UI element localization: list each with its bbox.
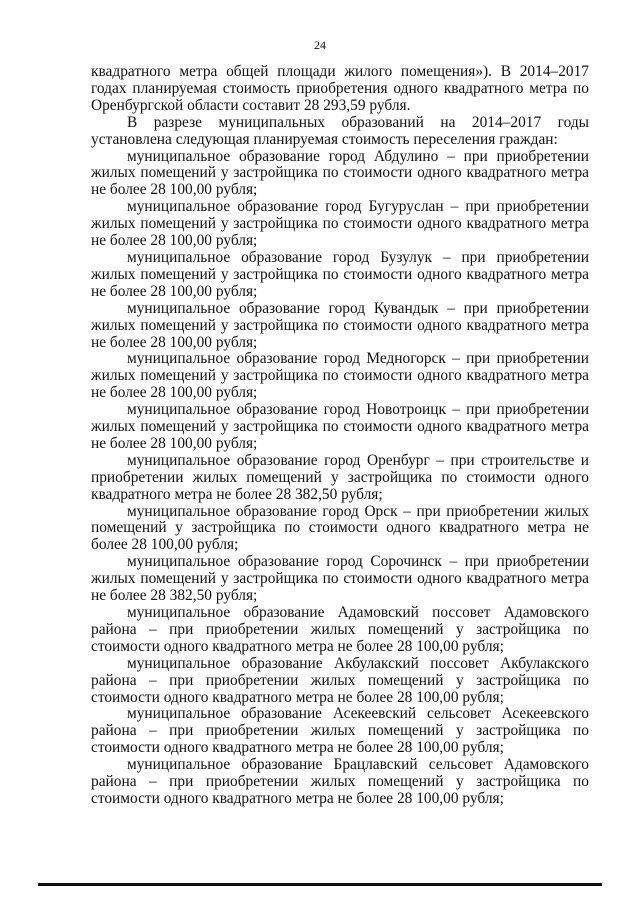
list-item-adamovsky: муниципальное образование Адамовский поссовет Адамовского района – при приобретении жилых помещений у застройщика по стоимости одного квадратного метра не более 28 100,00 рубля; xyxy=(91,604,589,655)
list-item-bratslavsky: муниципальное образование Брацлавский сельсовет Адамовского района – при приобретении жилых помещений у застройщика по стоимости одного квадратного метра не более 28 100,00 рубля; xyxy=(91,756,589,807)
paragraph-intro-continuation: квадратного метра общей площади жилого помещения»). В 2014–2017 годах планируемая стоимость приобретения одного квадратного метра по Оренбургской области составит 28 293,59 рубля. xyxy=(91,63,589,114)
list-item-abdulino: муниципальное образование город Абдулино – при приобретении жилых помещений у застройщика по стоимости одного квадратного метра не более 28 100,00 рубля; xyxy=(91,147,589,199)
list-item-buzuluk: муниципальное образование город Бузулук – при приобретении жилых помещений у застройщика по стоимости одного квадратного метра не более 28 100,00 рубля; xyxy=(91,248,589,300)
list-item-orsk: муниципальное образование город Орск – при приобретении жилых помещений у застройщика по стоимости одного квадратного метра не более 28 100,00 рубля; xyxy=(91,502,589,554)
paragraph-intro: В разрезе муниципальных образований на 2014–2017 годы установлена следующая планируемая стоимость переселения граждан: xyxy=(91,113,589,148)
list-item-buguruslan: муниципальное образование город Бугуруслан – при приобретении жилых помещений у застройщика по стоимости одного квадратного метра не более 28 100,00 рубля; xyxy=(91,198,589,250)
list-item-akbulaksky: муниципальное образование Акбулакский поссовет Акбулакского района – при приобретении жилых помещений у застройщика по стоимости одного квадратного метра не более 28 100,00 рубля; xyxy=(91,654,589,706)
page-number: 24 xyxy=(314,38,326,52)
list-item-novotroitsk: муниципальное образование город Новотроицк – при приобретении жилых помещений у застройщика по стоимости одного квадратного метра не более 28 100,00 рубля; xyxy=(91,401,589,452)
list-item-orenburg: муниципальное образование город Оренбург – при строительстве и приобретении жилых помещений у застройщика по стоимости одного квадратного метра не более 28 382,50 рубля; xyxy=(91,451,589,503)
list-item-sorochinsk: муниципальное образование город Сорочинск – при приобретении жилых помещений у застройщика по стоимости одного квадратного метра не более 28 382,50 рубля; xyxy=(91,553,589,605)
list-item-kuvandyk: муниципальное образование город Кувандык – при приобретении жилых помещений у застройщика по стоимости одного квадратного метра не более 28 100,00 рубля; xyxy=(91,299,589,351)
list-item-asekeevsky: муниципальное образование Асекеевский сельсовет Асекеевского района – при приобретении жилых помещений у застройщика по стоимости одного квадратного метра не более 28 100,00 рубля; xyxy=(91,705,589,757)
list-item-mednogorsk: муниципальное образование город Медногорск – при приобретении жилых помещений у застройщика по стоимости одного квадратного метра не более 28 100,00 рубля; xyxy=(91,350,589,402)
bottom-divider xyxy=(38,883,602,886)
document-body xyxy=(91,64,589,808)
